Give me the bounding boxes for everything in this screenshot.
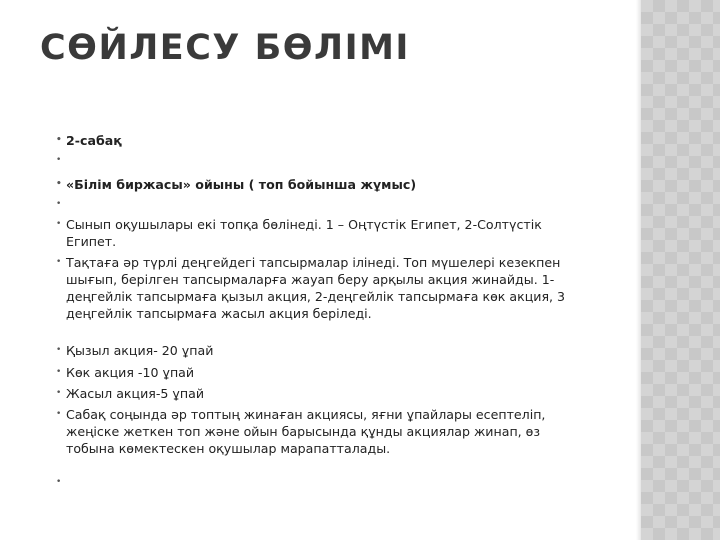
- bullet-icon: •: [56, 219, 62, 229]
- bullet-icon: •: [56, 477, 62, 487]
- bullet-icon: •: [56, 155, 62, 165]
- item-text: Сабақ соңында әр топтың жинаған акциясы, яғни ұпайлары есептеліп, жеңіске жеткен топ және ойын барысында құнды акциялар жинап, өз тобына көмектескен оқушылар марапатталады.: [66, 407, 546, 456]
- item-text: Жасыл акция-5 ұпай: [66, 386, 205, 401]
- item-text: 2-сабақ: [66, 133, 122, 148]
- bullet-icon: •: [56, 409, 62, 419]
- bullet-icon: •: [56, 199, 62, 209]
- list-item: [56, 364, 606, 381]
- list-item: [56, 254, 596, 322]
- list-item: [56, 385, 606, 402]
- list-item: [56, 132, 606, 149]
- item-text: Сынып оқушылары екі топқа бөлінеді. 1 – Оңтүстік Египет, 2-Солтүстік Египет.: [66, 217, 542, 249]
- decorative-pattern-strip: [641, 0, 720, 540]
- bullet-icon: •: [56, 179, 62, 189]
- bullet-icon: •: [56, 345, 62, 355]
- bullet-icon: •: [56, 257, 62, 267]
- item-text: Қызыл акция- 20 ұпай: [66, 343, 214, 358]
- bullet-icon: •: [56, 135, 62, 145]
- list-item: [56, 216, 566, 250]
- bullet-icon: •: [56, 367, 62, 377]
- list-item: [56, 406, 556, 457]
- bullet-icon: •: [56, 388, 62, 398]
- item-text: «Білім биржасы» ойыны ( топ бойынша жұмыс): [66, 177, 417, 192]
- item-text: Тақтаға әр түрлі деңгейдегі тапсырмалар ілінеді. Топ мүшелері кезекпен шығып, берілген тапсырмаларға жауап беру арқылы акция жинайды. 1-деңгейлік тапсырмаға қызыл акция, 2-деңгейлік тапсырмаға көк акция, 3 деңгейлік тапсырмаға жасыл акция беріледі.: [66, 255, 566, 321]
- slide-title: СӨЙЛЕСУ БӨЛІМІ: [40, 28, 410, 68]
- item-text: Көк акция -10 ұпай: [66, 365, 195, 380]
- list-item: [56, 342, 606, 359]
- list-item: [56, 176, 606, 193]
